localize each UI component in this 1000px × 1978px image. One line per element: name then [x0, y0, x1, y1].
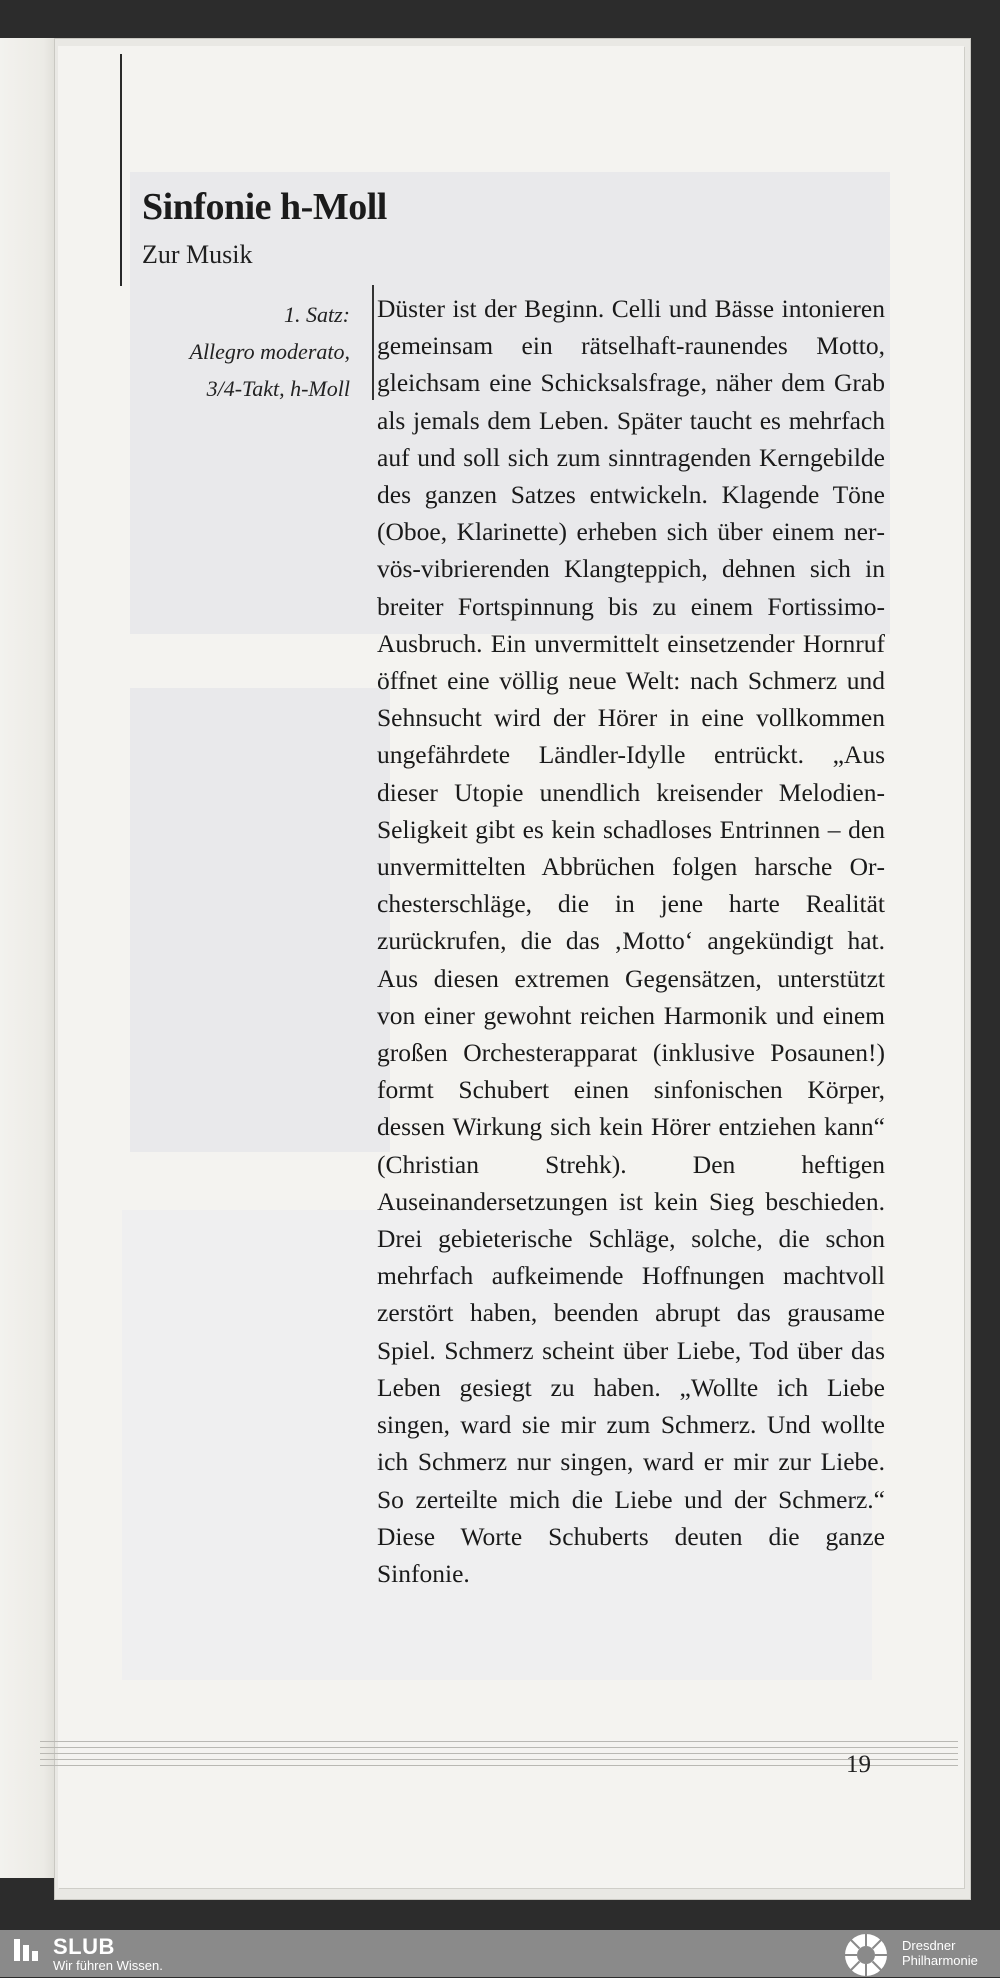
partner-name-line: Philharmonie	[902, 1953, 978, 1968]
page-title: Sinfonie h-Moll	[142, 186, 387, 228]
sidenote-line: Allegro moderato,	[189, 339, 350, 364]
library-name[interactable]: SLUB	[53, 1934, 115, 1959]
sidenote-line: 3/4-Takt, h-Moll	[206, 376, 350, 401]
sidenote-line: 1. Satz:	[284, 302, 350, 327]
page-number: 19	[846, 1751, 871, 1778]
footer-bar	[0, 1930, 1000, 1977]
library-tagline: Wir führen Wissen.	[53, 1958, 163, 1973]
movement-sidenote	[150, 296, 350, 407]
partner-name-line: Dresdner	[902, 1938, 956, 1953]
partner-name	[902, 1938, 978, 1968]
page-subtitle: Zur Musik	[142, 240, 253, 269]
body-text: Düster ist der Beginn. Celli und Bässe intonieren gemeinsam ein rätselhaft-raunendes Motto, gleichsam eine Schicksalsfrage, näher dem Grab als jemals dem Leben. Später taucht es mehrfach auf und soll sich zum sinntragenden Kerngebilde des ganzen Satzes entwickeln. Klagende Töne (Oboe, Klarinette) erheben sich über einem nervös-vibrierenden Klangteppich, dehnen sich in breiter Fortspinnung bis zu einem Fortissimo-Ausbruch. Ein unvermittelt einsetzender Hornruf öffnet eine völlig neue Welt: nach Schmerz und Sehnsucht wird der Hörer in eine vollkommen ungefährdete Ländler-Idylle entrückt. „Aus dieser Utopie unendlich kreisender Melodien-Seligkeit gibt es kein schadloses Entrinnen – den unvermittelten Abbrüchen folgen harsche Orchesterschläge, die in jene harte Realität zurückrufen, die das ‚Motto‘ angekündigt hat. Aus diesen extremen Gegensätzen, unterstützt von einer gewohnt reichen Harmonik und einem großen Orchesterapparat (inklusive Posaunen!) formt Schubert einen sinfonischen Körper, dessen Wirkung sich kein Hörer entziehen kann“ (Christian Strehk). Den heftigen Auseinandersetzungen ist kein Sieg beschieden. Drei gebieterische Schläge, solche, die schon mehrfach aufkeimende Hoffnungen machtvoll zerstört haben, beenden abrupt das grausame Spiel. Schmerz scheint über Liebe, Tod über das Leben gesiegt zu haben. „Wollte ich Liebe singen, ward sie mir zum Schmerz. Und wollte ich Schmerz nur singen, ward er mir zur Liebe. So zerteilte mich die Liebe und der Schmerz.“ Diese Worte Schuberts deuten die ganze Sinfonie.	[377, 294, 885, 1588]
sidenote-rule	[372, 285, 374, 400]
title-rule	[120, 54, 122, 286]
slub-logo-icon	[14, 1939, 38, 1961]
music-staff-ornament	[40, 1741, 958, 1773]
bleed-through-block	[130, 688, 390, 1152]
philharmonie-logo-icon	[843, 1932, 889, 1978]
